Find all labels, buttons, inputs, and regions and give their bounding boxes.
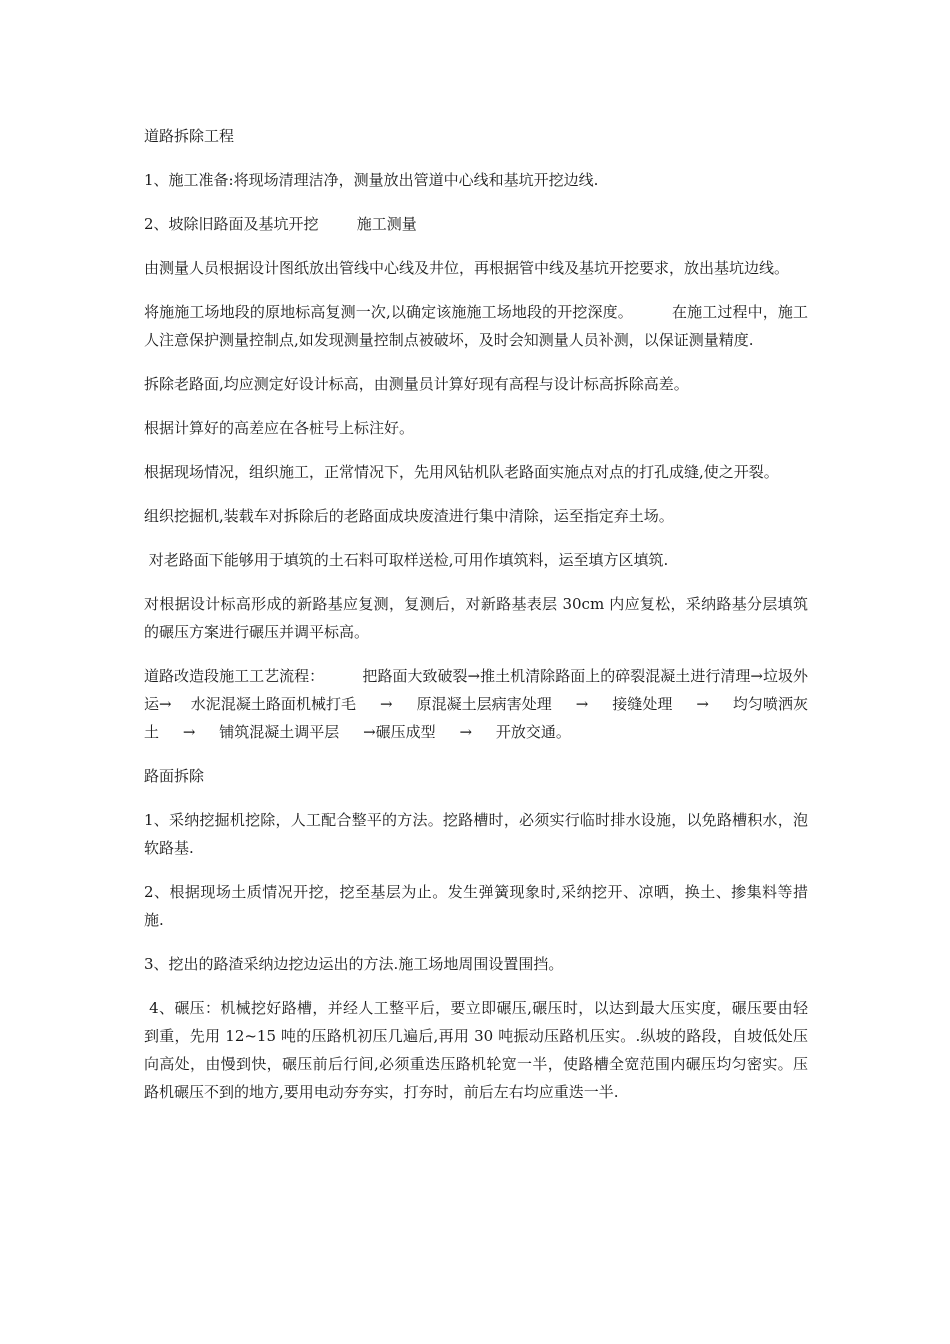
paragraph-fill-material: 对老路面下能够用于填筑的土石料可取样送检,可用作填筑料，运至填方区填筑. (144, 551, 669, 569)
paragraph-debris-removal: 组织挖掘机,装载车对拆除后的老路面成块废渣进行集中清除，运至指定弃土场。 (144, 507, 674, 525)
paragraph-drilling: 根据现场情况，组织施工，正常情况下，先用风钻机队老路面实施点对点的打孔成缝,使之开裂。 (144, 463, 779, 481)
section-heading-pavement-removal: 路面拆除 (144, 767, 205, 785)
paragraph-soil-conditions: 2、根据现场土质情况开挖，挖至基层为止。发生弹簧现象时,采纳挖开、凉晒，换土、掺集料等措施. (144, 883, 808, 929)
paragraph-demolition-survey: 2、坡除旧路面及基坑开挖 施工测量 (144, 215, 417, 233)
paragraph-process-flow: 道路改造段施工工艺流程： 把路面大致破裂→推土机清除路面上的碎裂混凝土进行清理→垃圾外运→ 水泥混凝土路面机械打毛 → 原混凝土层病害处理 → 接缝处理 → 均匀喷洒灰土 → 铺筑混凝土调平层 →碾压成型 → 开放交通。 (144, 667, 808, 741)
paragraph-subgrade: 对根据设计标高形成的新路基应复测，复测后，对新路基表层 30cm 内应复松，采纳路基分层填筑的碾压方案进行碾压并调平标高。 (144, 595, 808, 641)
paragraph-excavation: 1、采纳挖掘机挖除，人工配合整平的方法。挖路槽时，必须实行临时排水设施，以免路槽积水，泡软路基. (144, 811, 808, 857)
document-page (144, 122, 808, 1122)
paragraph-compaction: 4、碾压：机械挖好路槽，并经人工整平后，要立即碾压,碾压时，以达到最大压实度，碾压要由轻到重，先用 12~15 吨的压路机初压几遍后,再用 30 吨振动压路机压实。.纵坡的路段，自坡低处压向高处，由慢到快，碾压前后行间,必须重迭压路机轮宽一半，使路槽全宽范围内碾压均匀密实。压路机碾压不到的地方,要用电动夯夯实，打夯时，前后左右均应重迭一半. (144, 999, 808, 1101)
paragraph-survey-staff: 由测量人员根据设计图纸放出管线中心线及井位，再根据管中线及基坑开挖要求，放出基坑边线。 (144, 259, 790, 277)
paragraph-height-marking: 根据计算好的高差应在各桩号上标注好。 (144, 419, 415, 437)
document-title: 道路拆除工程 (144, 127, 235, 145)
paragraph-construction-prep: 1、施工准备:将现场清理洁净，测量放出管道中心线和基坑开挖边线. (144, 171, 599, 189)
paragraph-elevation-recheck: 将施施工场地段的原地标高复测一次,以确定该施施工场地段的开挖深度。 在施工过程中，施工人注意保护测量控制点,如发现测量控制点被破坏，及时会知测量人员补测，以保证测量精度. (144, 303, 808, 349)
paragraph-spoil-removal: 3、挖出的路渣采纳边挖边运出的方法.施工场地周围设置围挡。 (144, 955, 564, 973)
paragraph-old-pavement: 拆除老路面,均应测定好设计标高，由测量员计算好现有高程与设计标高拆除高差。 (144, 375, 689, 393)
